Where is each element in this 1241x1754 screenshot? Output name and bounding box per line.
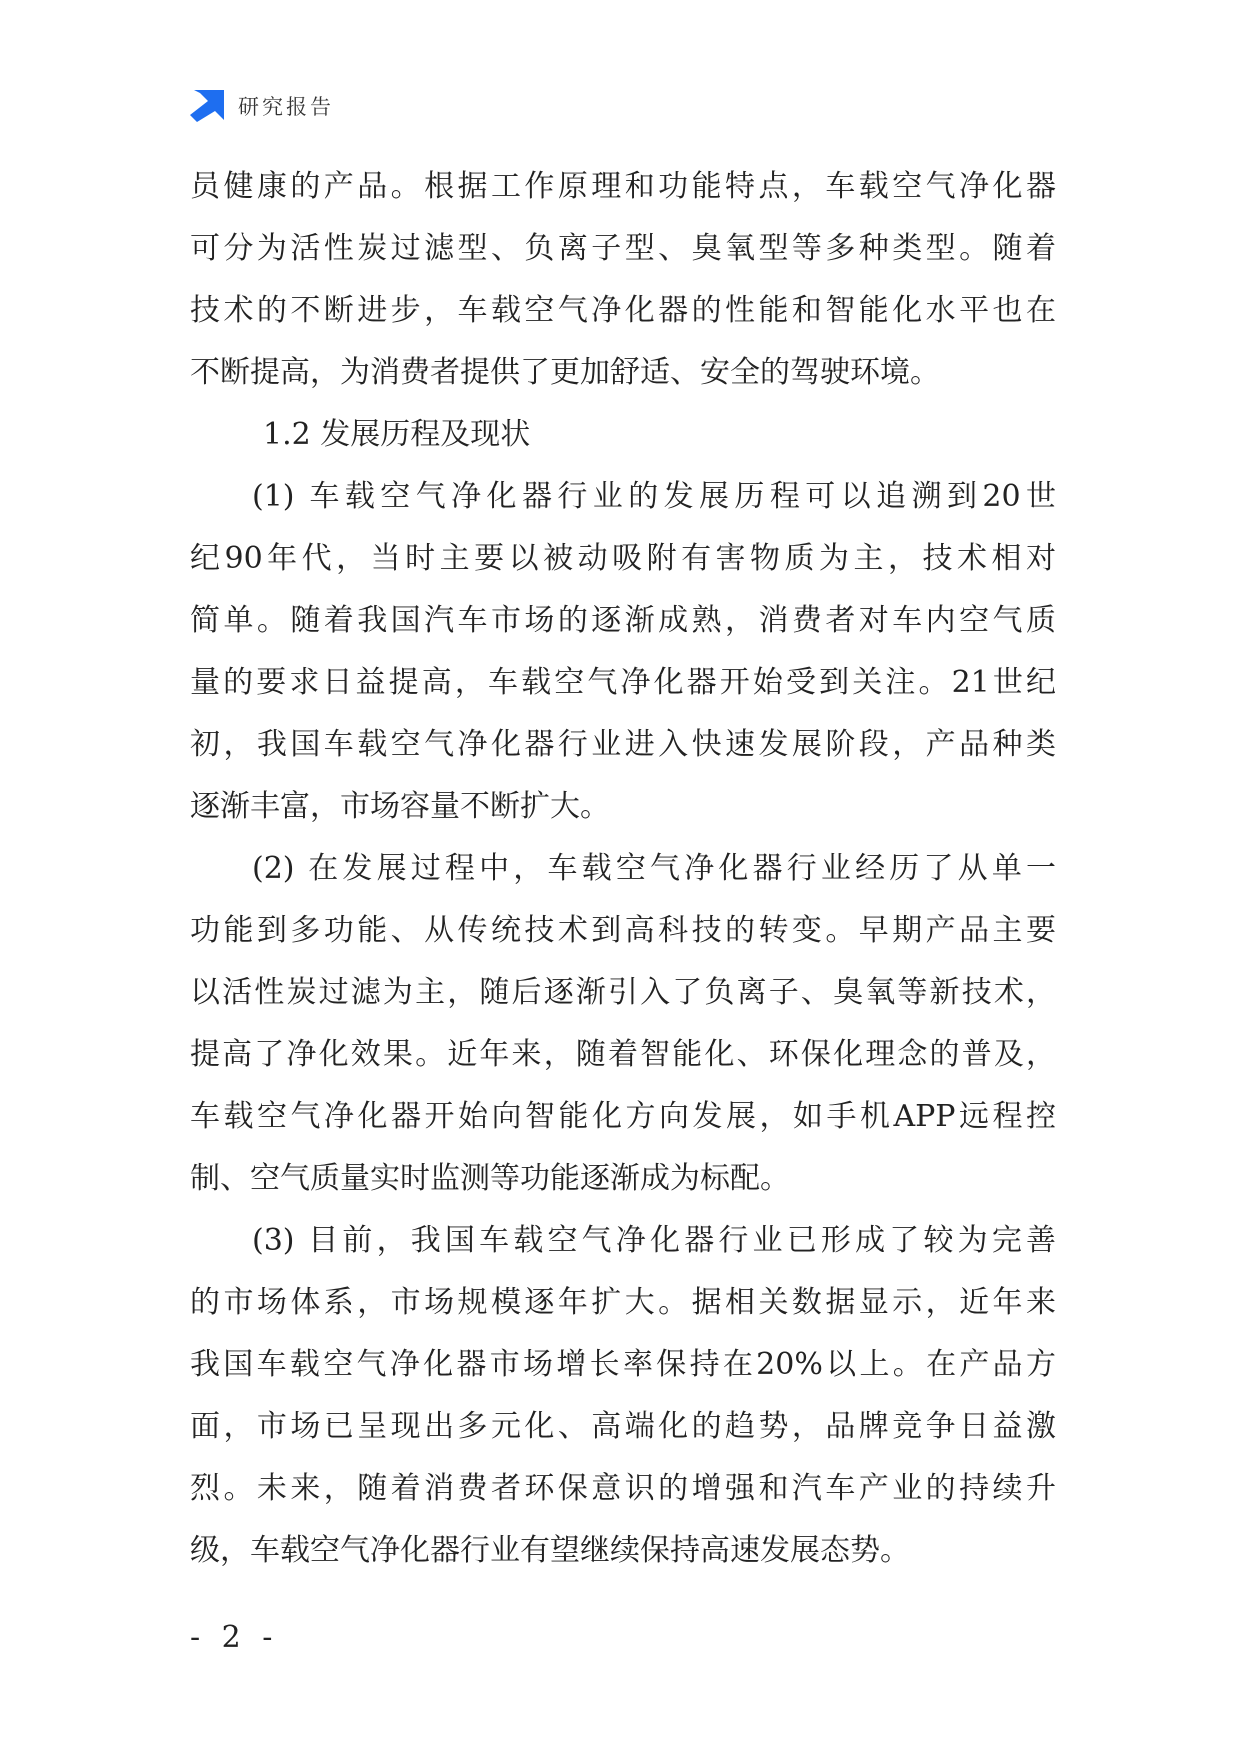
body-line: 我国车载空气净化器市场增长率保持在20%以上。在产品方 [190,1347,1056,1382]
body-line: 的市场体系，市场规模逐年扩大。据相关数据显示，近年来 [190,1285,1056,1320]
body-line: (3) 目前，我国车载空气净化器行业已形成了较为完善 [252,1223,1056,1258]
body-line: 烈。未来，随着消费者环保意识的增强和汽车产业的持续升 [190,1471,1056,1506]
section-heading: 1.2 发展历程及现状 [263,417,531,452]
body-line: 逐渐丰富，市场容量不断扩大。 [190,789,610,824]
body-line: 功能到多功能、从传统技术到高科技的转变。早期产品主要 [190,913,1056,948]
body-line: 以活性炭过滤为主，随后逐渐引入了负离子、臭氧等新技术， [190,975,1056,1010]
header-label: 研究报告 [238,95,334,119]
arrow-logo-icon [188,90,224,122]
body-line: 员健康的产品。根据工作原理和功能特点，车载空气净化器 [190,169,1056,204]
body-line: (1) 车载空气净化器行业的发展历程可以追溯到20世 [252,479,1056,514]
body-line: 不断提高，为消费者提供了更加舒适、安全的驾驶环境。 [190,355,940,390]
body-line: 量的要求日益提高，车载空气净化器开始受到关注。21世纪 [190,665,1056,700]
document-body [190,156,1056,1582]
body-line: 纪90年代，当时主要以被动吸附有害物质为主，技术相对 [190,541,1056,576]
page-number: - 2 - [190,1620,279,1655]
body-line: 面，市场已呈现出多元化、高端化的趋势，品牌竞争日益激 [190,1409,1056,1444]
body-line: 技术的不断进步，车载空气净化器的性能和智能化水平也在 [190,293,1056,328]
report-header [188,88,334,124]
body-line: 可分为活性炭过滤型、负离子型、臭氧型等多种类型。随着 [190,231,1056,266]
body-line: 提高了净化效果。近年来，随着智能化、环保化理念的普及， [190,1037,1056,1072]
body-line: 初，我国车载空气净化器行业进入快速发展阶段，产品种类 [190,727,1056,762]
body-line: (2) 在发展过程中，车载空气净化器行业经历了从单一 [252,851,1056,886]
body-line: 级，车载空气净化器行业有望继续保持高速发展态势。 [190,1533,910,1568]
body-line: 简单。随着我国汽车市场的逐渐成熟，消费者对车内空气质 [190,603,1056,638]
body-line: 车载空气净化器开始向智能化方向发展，如手机APP远程控 [190,1099,1056,1134]
body-line: 制、空气质量实时监测等功能逐渐成为标配。 [190,1161,790,1196]
